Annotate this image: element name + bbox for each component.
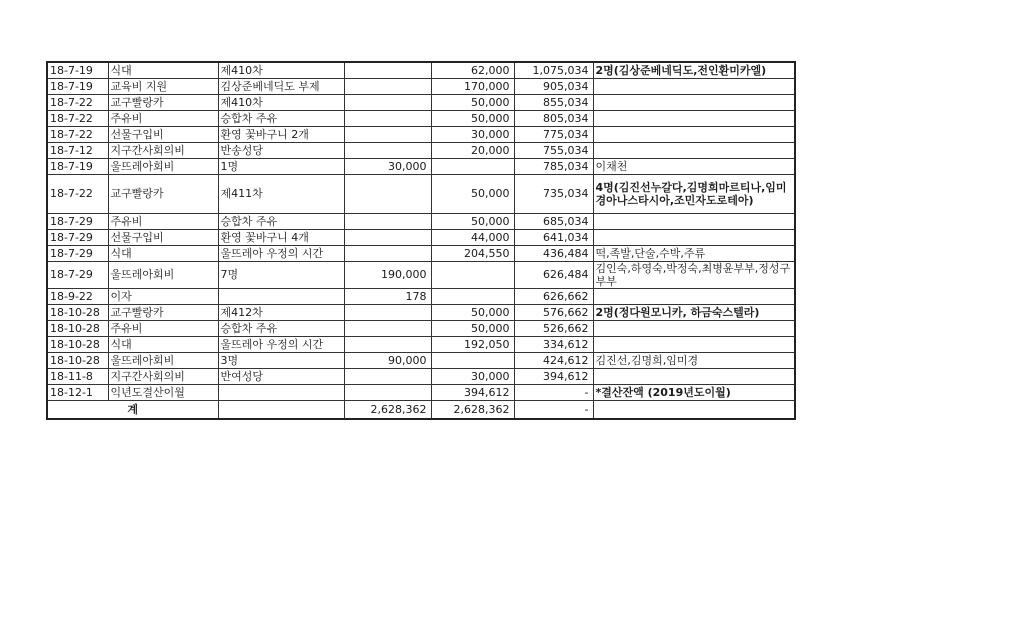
note-cell: [593, 321, 795, 337]
income-cell: [344, 321, 431, 337]
expense-cell: [431, 289, 514, 305]
expense-cell: 170,000: [431, 79, 514, 95]
balance-cell: 775,034: [514, 127, 593, 143]
detail-cell: 제412차: [218, 305, 344, 321]
category-cell: 식대: [108, 62, 218, 79]
balance-cell: 424,612: [514, 353, 593, 369]
note-cell: 2명(김상준베네딕도,전인환미카엘): [593, 62, 795, 79]
category-cell: 울뜨레아회비: [108, 159, 218, 175]
category-cell: 선물구입비: [108, 127, 218, 143]
category-cell: 주유비: [108, 111, 218, 127]
table-row: [47, 337, 795, 353]
ledger-body: [47, 62, 795, 419]
income-cell: [344, 246, 431, 262]
date-cell: 18-7-22: [47, 127, 108, 143]
date-cell: 18-9-22: [47, 289, 108, 305]
note-cell: 떡,족발,단술,수박,주류: [593, 246, 795, 262]
note-cell: 김인숙,하영숙,박정숙,최병윤부부,정성구부부: [593, 262, 795, 289]
expense-cell: 44,000: [431, 230, 514, 246]
table-row: [47, 369, 795, 385]
income-cell: 30,000: [344, 159, 431, 175]
income-cell: [344, 62, 431, 79]
detail-cell: 울뜨레아 우정의 시간: [218, 246, 344, 262]
date-cell: 18-7-22: [47, 175, 108, 214]
expense-cell: [431, 353, 514, 369]
note-cell: [593, 127, 795, 143]
date-cell: 18-10-28: [47, 337, 108, 353]
note-cell: [593, 95, 795, 111]
total-label: 계: [47, 401, 218, 420]
category-cell: 울뜨레아회비: [108, 262, 218, 289]
total-row: [47, 401, 795, 420]
detail-cell: [218, 289, 344, 305]
expense-cell: [431, 262, 514, 289]
note-cell: [593, 230, 795, 246]
category-cell: 주유비: [108, 321, 218, 337]
table-row: [47, 79, 795, 95]
note-cell: [593, 369, 795, 385]
table-row: [47, 230, 795, 246]
expense-cell: 50,000: [431, 95, 514, 111]
table-row: [47, 321, 795, 337]
expense-cell: 204,550: [431, 246, 514, 262]
table-row: [47, 246, 795, 262]
category-cell: 지구간사회의비: [108, 369, 218, 385]
income-cell: [344, 79, 431, 95]
category-cell: 익년도결산이월: [108, 385, 218, 401]
detail-cell: 반여성당: [218, 369, 344, 385]
ledger-sheet: [46, 61, 796, 420]
date-cell: 18-7-22: [47, 111, 108, 127]
detail-cell: 1명: [218, 159, 344, 175]
total-detail-cell: [218, 401, 344, 420]
note-cell: 4명(김진선누갈다,김명희마르티나,임미경아나스타시아,조민자도로테아): [593, 175, 795, 214]
table-row: [47, 159, 795, 175]
expense-cell: 50,000: [431, 305, 514, 321]
balance-cell: 685,034: [514, 214, 593, 230]
date-cell: 18-12-1: [47, 385, 108, 401]
date-cell: 18-7-19: [47, 159, 108, 175]
expense-cell: [431, 159, 514, 175]
income-cell: [344, 95, 431, 111]
table-row: [47, 262, 795, 289]
balance-cell: 626,662: [514, 289, 593, 305]
detail-cell: 승합차 주유: [218, 214, 344, 230]
expense-cell: 50,000: [431, 214, 514, 230]
expense-cell: 30,000: [431, 369, 514, 385]
date-cell: 18-7-19: [47, 79, 108, 95]
balance-cell: 805,034: [514, 111, 593, 127]
date-cell: 18-7-29: [47, 214, 108, 230]
date-cell: 18-7-12: [47, 143, 108, 159]
balance-cell: 626,484: [514, 262, 593, 289]
category-cell: 지구간사회의비: [108, 143, 218, 159]
balance-cell: 641,034: [514, 230, 593, 246]
detail-cell: 환영 꽃바구니 4개: [218, 230, 344, 246]
category-cell: 식대: [108, 246, 218, 262]
detail-cell: 반송성당: [218, 143, 344, 159]
balance-cell: 1,075,034: [514, 62, 593, 79]
balance-cell: 394,612: [514, 369, 593, 385]
detail-cell: 울뜨레아 우정의 시간: [218, 337, 344, 353]
balance-cell: 785,034: [514, 159, 593, 175]
table-row: [47, 289, 795, 305]
note-cell: [593, 79, 795, 95]
date-cell: 18-7-29: [47, 246, 108, 262]
category-cell: 교구빨랑카: [108, 175, 218, 214]
date-cell: 18-10-28: [47, 321, 108, 337]
table-row: [47, 175, 795, 214]
balance-cell: 334,612: [514, 337, 593, 353]
table-row: [47, 95, 795, 111]
balance-cell: 576,662: [514, 305, 593, 321]
date-cell: 18-10-28: [47, 305, 108, 321]
total-balance-cell: -: [514, 401, 593, 420]
category-cell: 주유비: [108, 214, 218, 230]
detail-cell: 제411차: [218, 175, 344, 214]
note-cell: [593, 289, 795, 305]
category-cell: 교구빨랑카: [108, 305, 218, 321]
date-cell: 18-7-19: [47, 62, 108, 79]
category-cell: 선물구입비: [108, 230, 218, 246]
income-cell: 90,000: [344, 353, 431, 369]
table-row: [47, 353, 795, 369]
detail-cell: 제410차: [218, 62, 344, 79]
balance-cell: 755,034: [514, 143, 593, 159]
income-cell: [344, 127, 431, 143]
expense-cell: 50,000: [431, 321, 514, 337]
income-cell: [344, 214, 431, 230]
income-cell: [344, 230, 431, 246]
note-cell: 2명(정다원모니카, 하금숙스텔라): [593, 305, 795, 321]
date-cell: 18-11-8: [47, 369, 108, 385]
table-row: [47, 127, 795, 143]
detail-cell: 김상준베네딕도 부제: [218, 79, 344, 95]
date-cell: 18-10-28: [47, 353, 108, 369]
note-cell: [593, 111, 795, 127]
table-row: [47, 385, 795, 401]
date-cell: 18-7-29: [47, 262, 108, 289]
detail-cell: 환영 꽃바구니 2개: [218, 127, 344, 143]
balance-cell: 905,034: [514, 79, 593, 95]
expense-cell: 50,000: [431, 175, 514, 214]
table-row: [47, 143, 795, 159]
balance-cell: 526,662: [514, 321, 593, 337]
income-cell: [344, 175, 431, 214]
category-cell: 교구빨랑카: [108, 95, 218, 111]
table-row: [47, 214, 795, 230]
date-cell: 18-7-22: [47, 95, 108, 111]
category-cell: 이자: [108, 289, 218, 305]
total-note-cell: [593, 401, 795, 420]
detail-cell: 승합차 주유: [218, 321, 344, 337]
expense-cell: 30,000: [431, 127, 514, 143]
table-row: [47, 111, 795, 127]
note-cell: [593, 337, 795, 353]
category-cell: 교육비 지원: [108, 79, 218, 95]
expense-cell: 192,050: [431, 337, 514, 353]
category-cell: 식대: [108, 337, 218, 353]
note-cell: *결산잔액 (2019년도이월): [593, 385, 795, 401]
table-row: [47, 305, 795, 321]
balance-cell: 436,484: [514, 246, 593, 262]
note-cell: 김진선,김명희,임미경: [593, 353, 795, 369]
expense-cell: 20,000: [431, 143, 514, 159]
note-cell: [593, 214, 795, 230]
note-cell: [593, 143, 795, 159]
total-income-cell: 2,628,362: [344, 401, 431, 420]
expense-cell: 62,000: [431, 62, 514, 79]
income-cell: 178: [344, 289, 431, 305]
income-cell: [344, 143, 431, 159]
note-cell: 이채천: [593, 159, 795, 175]
balance-cell: 855,034: [514, 95, 593, 111]
income-cell: [344, 369, 431, 385]
detail-cell: 3명: [218, 353, 344, 369]
detail-cell: 제410차: [218, 95, 344, 111]
income-cell: [344, 337, 431, 353]
total-expense-cell: 2,628,362: [431, 401, 514, 420]
expense-cell: 50,000: [431, 111, 514, 127]
ledger-table: [46, 61, 796, 420]
table-row: [47, 62, 795, 79]
income-cell: [344, 385, 431, 401]
balance-cell: 735,034: [514, 175, 593, 214]
balance-cell: -: [514, 385, 593, 401]
date-cell: 18-7-29: [47, 230, 108, 246]
income-cell: [344, 305, 431, 321]
category-cell: 울뜨레아회비: [108, 353, 218, 369]
expense-cell: 394,612: [431, 385, 514, 401]
detail-cell: [218, 385, 344, 401]
income-cell: 190,000: [344, 262, 431, 289]
detail-cell: 승합차 주유: [218, 111, 344, 127]
detail-cell: 7명: [218, 262, 344, 289]
income-cell: [344, 111, 431, 127]
